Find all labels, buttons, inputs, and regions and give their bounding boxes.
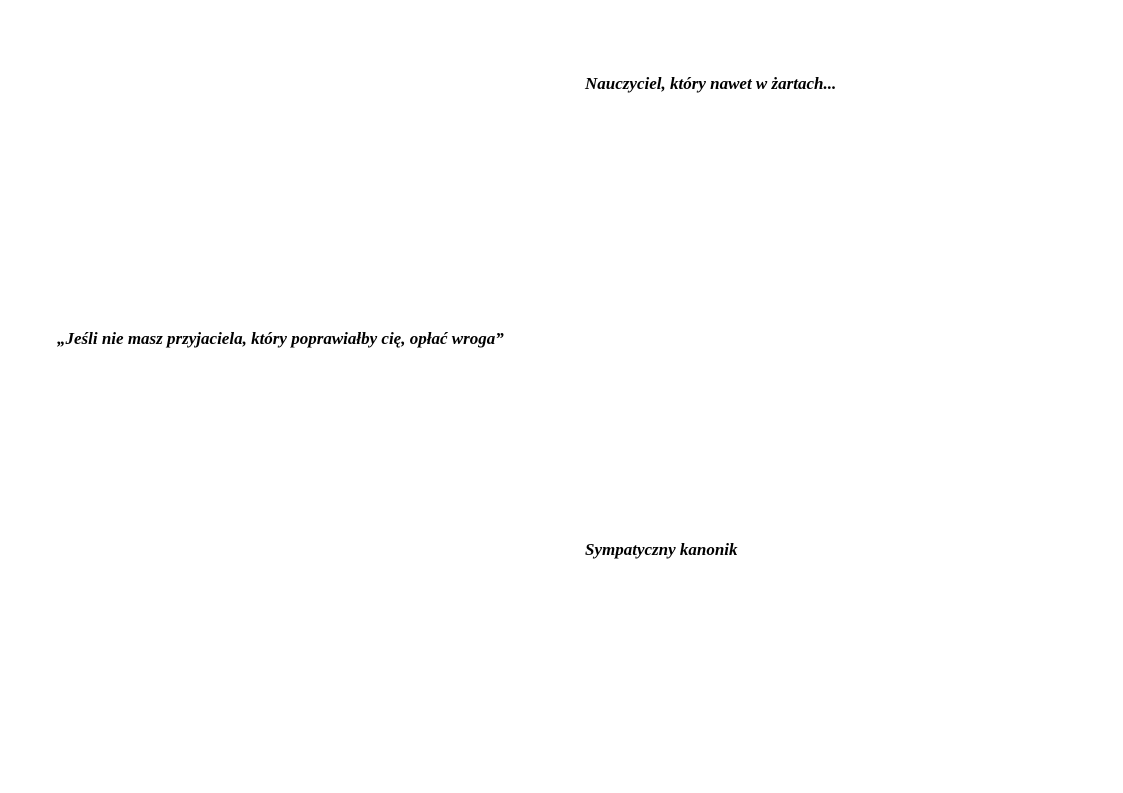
- heading-teacher: Nauczyciel, który nawet w żartach...: [585, 74, 837, 93]
- heading-canon: Sympatyczny kanonik: [585, 540, 738, 559]
- heading-quote: „Jeśli nie masz przyjaciela, który poprawiałby cię, opłać wroga”: [57, 329, 504, 348]
